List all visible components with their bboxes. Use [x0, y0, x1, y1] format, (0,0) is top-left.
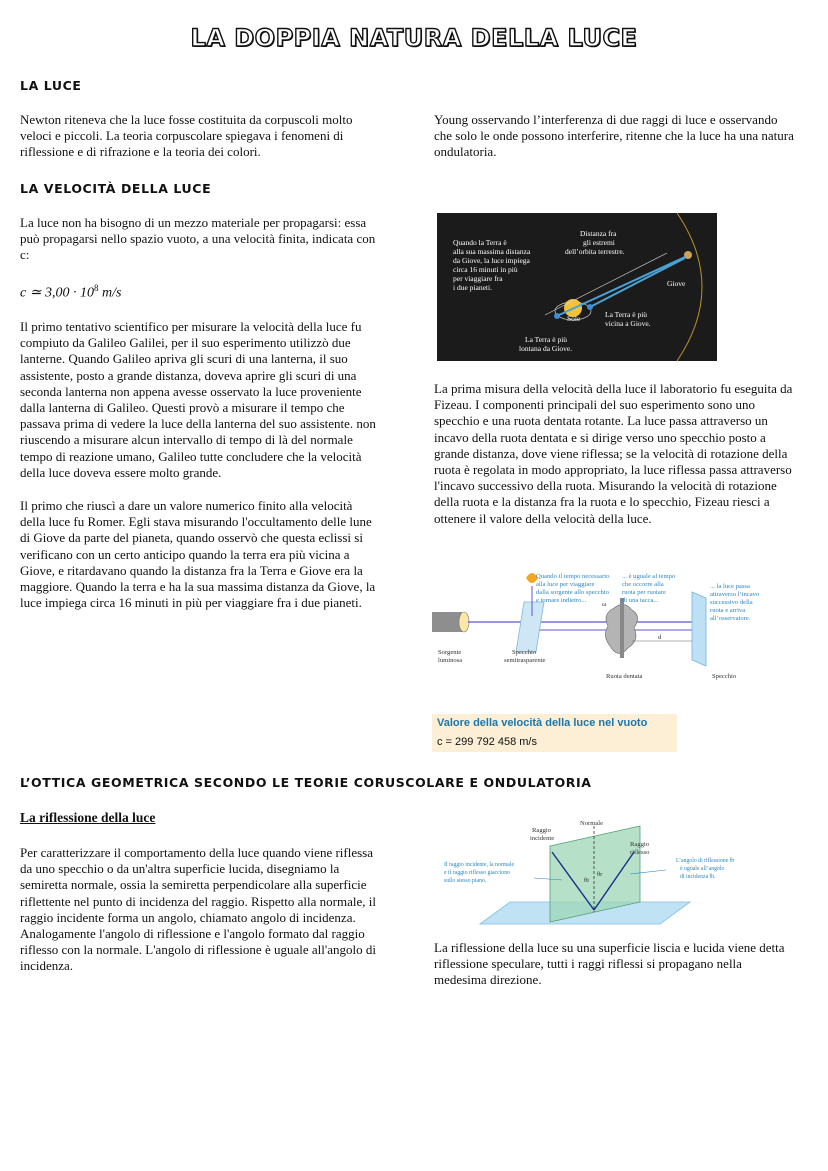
romer-label-far-6: i due pianeti.: [453, 283, 492, 292]
paragraph-riflessione: Per caratterizzare il comportamento della luce quando viene riflessa da uno specchio o da un'altra superficie lucida, disegniamo la semiretta normale, ossia la semiretta perpendicolare alla superficie riflettente nel punto di incidenza del raggio. Rispetto alla normale, il raggio incidente forma un angolo, chiamato angolo di incidenza. Analogamente l'angolo di riflessione e l'angolo formato dal raggio riflesso con la normale. L'angolo di riflessione è uguale all'angolo di incidenza.: [20, 845, 376, 974]
fizeau-label-mirror-semi-2: semitrasparente: [504, 657, 546, 664]
light-source-icon: [432, 612, 462, 632]
fizeau-label-time-4: e tornare indietro...: [536, 597, 587, 604]
reflection-label-plane-2: e il raggio riflesso giacciono: [444, 870, 510, 876]
fizeau-label-pass-4: ruota e arriva: [710, 607, 746, 614]
paragraph-fizeau: La prima misura della velocità della luce il laboratorio fu eseguita da Fizeau. I componenti principali del suo esperimento sono uno specchio e una ruota dentata rotante. La luce passa attraverso un incavo della ruota dentata e si dirige verso uno specchio posto a grande distanza, dove viene riflessa; se la velocità di rotazione della ruota è regolata in modo appropriato, la luce riflessa passa attraverso l'incavo successivo della ruota. Misurando la velocità di rotazione della ruota e la distanza fra la ruota e lo specchio, Fizeau riesci a ottenere il valore della velocità della luce.: [434, 381, 793, 526]
reflection-label-incident-2: incidente: [530, 835, 555, 842]
fizeau-label-omega: ω: [602, 601, 607, 608]
romer-label-near-1: La Terra è più: [605, 310, 648, 319]
romer-label-orbit-1: Distanza fra: [580, 229, 617, 238]
reflection-label-reflected-2: riflesso: [630, 849, 650, 856]
fizeau-label-equal-4: di una tacca...: [622, 597, 659, 604]
romer-label-sun: Sole: [567, 314, 581, 323]
reflection-label-reflected-1: Raggio: [630, 841, 650, 848]
fizeau-label-source-1: Sorgente: [438, 649, 462, 656]
semitransparent-mirror-icon: [516, 602, 544, 652]
heading-la-luce: LA LUCE: [20, 78, 82, 93]
speed-box-title: Valore della velocità della luce nel vuoto: [437, 717, 648, 729]
fizeau-label-pass-3: successivo della: [710, 599, 753, 606]
fizeau-label-d: d: [658, 634, 662, 641]
romer-label-jupiter: Giove: [667, 279, 686, 288]
reflection-diagram: [440, 818, 784, 926]
fizeau-label-mirror: Specchio: [712, 673, 737, 680]
fizeau-label-mirror-semi-1: Specchio: [512, 649, 537, 656]
formula-unit: m/s: [101, 285, 122, 301]
reflection-label-theta-r: θr: [597, 871, 603, 878]
reflection-label-theta-i: θi: [584, 877, 589, 884]
reflection-label-angle-2: è uguale all’angolo: [680, 866, 725, 872]
fizeau-label-time-1: Quando il tempo necessario: [536, 573, 610, 580]
fizeau-label-time-2: alla luce per viaggiare: [536, 581, 595, 588]
fizeau-label-time-3: dalla sorgente allo specchio: [536, 589, 609, 596]
romer-label-near-2: vicina a Giove.: [605, 319, 651, 328]
paragraph-romer: Il primo che riuscì a dare un valore numerico finito alla velocità della luce fu Romer. Egli stava misurando l'occultamento delle lune di Giove da parte del pianeta, quando osservò che questa eclissi si verificano con un certo anticipo quando la terra era più vicina a Giove, e ritardavano quando la distanza fra la Terra e Giove era la maggiore. Quando la terra e ha la sua massima distanza da Giove, la luce impiega circa 16 minuti in più per viaggiare fra i due pianeti.: [20, 498, 376, 611]
fizeau-diagram: [432, 568, 776, 686]
romer-label-farther-2: lontana da Giove.: [519, 344, 573, 353]
reflection-label-angle-3: di incidenza θi.: [680, 874, 716, 880]
reflection-label-plane-3: sullo stesso piano.: [444, 878, 487, 884]
formula-c: [20, 283, 121, 302]
romer-label-far-1: Quando la Terra è: [453, 238, 507, 247]
formula-prefix: c ≃ 3,00 · 10: [20, 285, 94, 301]
fizeau-label-pass-1: ... la luce passa: [710, 583, 750, 590]
reflection-label-plane-1: Il raggio incidente, la normale: [444, 862, 515, 868]
fizeau-label-equal-3: ruota per ruotare: [622, 589, 666, 596]
heading-velocita: LA VELOCITÀ DELLA LUCE: [20, 181, 212, 196]
paragraph-speculare: La riflessione della luce su una superficie liscia e lucida viene detta riflessione speculare, tutti i raggi riflessi si propagano nella medesima direzione.: [434, 940, 785, 988]
fizeau-label-wheel: Ruota dentata: [606, 673, 643, 680]
fizeau-label-pass-2: attraverso l’incavo: [710, 591, 760, 598]
heading-ottica: L’OTTICA GEOMETRICA SECONDO LE TEORIE CORUSCOLARE E ONDULATORIA: [20, 775, 592, 790]
fizeau-label-equal-1: ... è uguale al tempo: [622, 573, 676, 580]
romer-label-far-2: alla sua massima distanza: [453, 247, 531, 256]
paragraph-intro: La luce non ha bisogno di un mezzo materiale per propagarsi: essa può propagarsi nello spazio vuoto, a una velocità finita, indicata con c:: [20, 215, 376, 263]
paragraph-newton: Newton riteneva che la luce fosse costituita da corpuscoli molto veloci e piccoli. La teoria corpuscolare spiegava i fenomeni di riflessione e di rifrazione e la teoria dei colori.: [20, 112, 353, 160]
reflection-label-incident-1: Raggio: [532, 827, 552, 834]
speed-box-value: c = 299 792 458 m/s: [437, 736, 537, 748]
romer-diagram: [437, 213, 717, 361]
paragraph-young: Young osservando l’interferenza di due raggi di luce e osservando che solo le onde possono interferire, ritenne che la luce ha una natura ondulatoria.: [434, 112, 794, 160]
romer-label-farther-1: La Terra è più: [525, 335, 568, 344]
formula-exponent: 8: [93, 283, 99, 293]
romer-label-far-3: da Giove, la luce impiega: [453, 256, 530, 265]
romer-label-orbit-3: dell’orbita terrestre.: [565, 247, 625, 256]
romer-label-far-4: circa 16 minuti in più: [453, 265, 518, 274]
fizeau-label-equal-2: che occorre alla: [622, 581, 664, 588]
fizeau-label-source-2: luminosa: [438, 657, 463, 664]
subheading-riflessione: La riflessione della luce: [20, 810, 156, 825]
fizeau-label-pass-5: all’osservatore.: [710, 615, 751, 622]
romer-label-far-5: per viaggiare fra: [453, 274, 503, 283]
romer-label-orbit-2: gli estremi: [583, 238, 615, 247]
paragraph-galileo: Il primo tentativo scientifico per misurare la velocità della luce fu compiuto da Galileo Galilei, per il suo esperimento utilizzò due lanterne. Quando Galileo apriva gli scuri di una lanterna, il suo assistente, posto a grande distanza, doveva aprire gli scuri di una seconda lanterna non appena avesse osservato la luce proveniente dalla lanterna di Galileo. Questi provò a misurare il tempo che passava prima di vedere la luce della lanterna del suo assistente. non riuscendo a misurare alcun intervallo di tempo di là del normale tempo di reazione umano, Galileo tutte concludere che la velocità della luce doveva essere molto grande.: [20, 319, 376, 480]
page-title: LA DOPPIA NATURA DELLA LUCE: [190, 24, 638, 52]
reflection-label-angle-1: L’angolo di riflessione θr: [676, 858, 735, 864]
speed-of-light-box: [432, 714, 677, 752]
far-mirror-icon: [692, 592, 706, 666]
reflection-label-normal: Normale: [580, 820, 604, 827]
